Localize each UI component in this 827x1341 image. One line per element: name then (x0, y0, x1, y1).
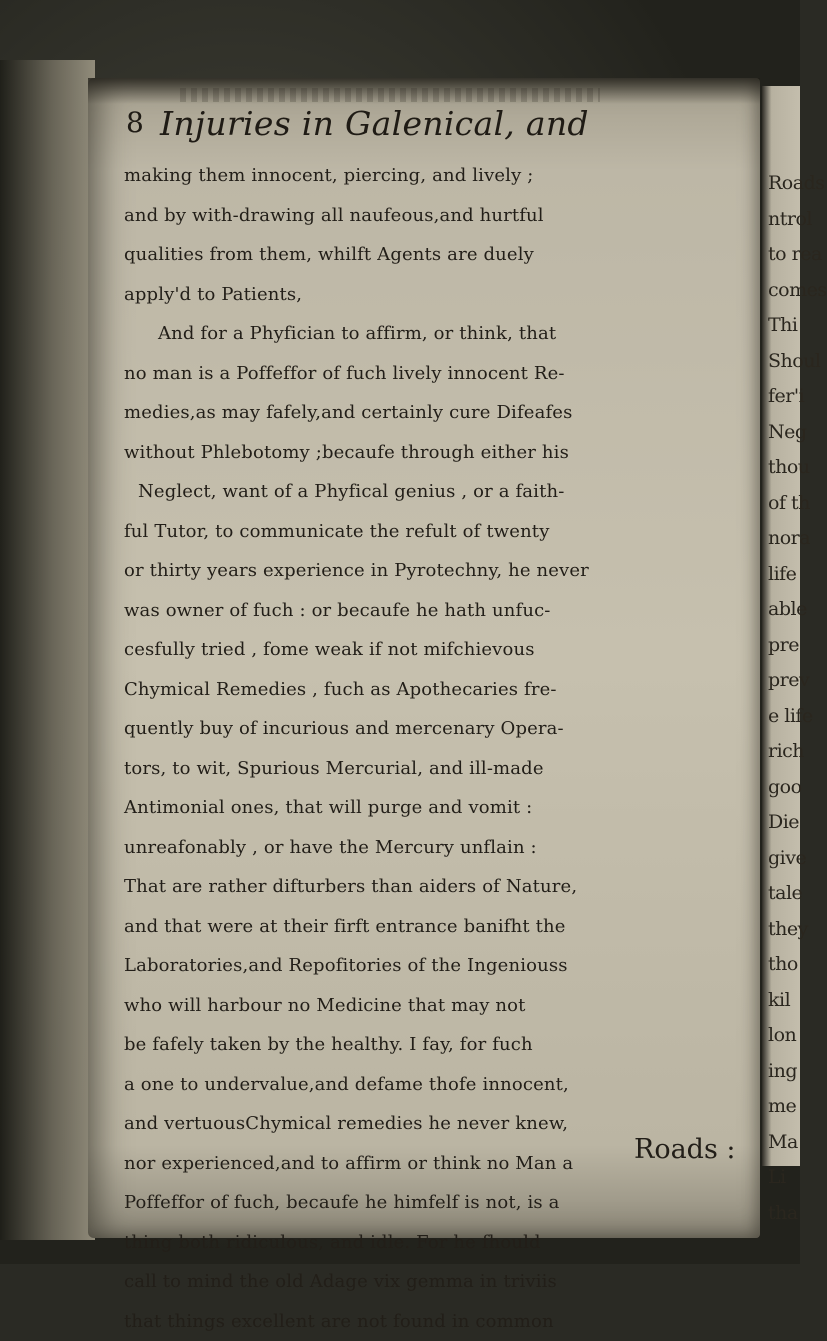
facing-page-fragment: e life (768, 707, 813, 726)
facing-page-fragment: prev (768, 671, 809, 690)
text-line: and that were at their firft entrance banifht the (124, 907, 760, 947)
text-line: Laboratories,and Repofitories of the Ingeniouss (124, 946, 760, 986)
facing-page-fragment: able (768, 600, 807, 619)
text-line: cesfully tried , fome weak if not mifchievous (124, 630, 760, 670)
text-line: was owner of fuch : or becaufe he hath unfuc- (124, 591, 760, 631)
text-line: ful Tutor, to communicate the refult of twenty (124, 512, 760, 552)
text-line: that things excellent are not found in common (124, 1302, 760, 1341)
text-line: unreafonably , or have the Mercury unflain : (124, 828, 760, 868)
text-line: That are rather difturbers than aiders of Nature, (124, 867, 760, 907)
text-line: Chymical Remedies , fuch as Apothecaries fre- (124, 670, 760, 710)
facing-page-fragment: give (768, 849, 806, 868)
facing-page-fragment: Li (768, 1168, 786, 1187)
text-line: qualities from them, whilft Agents are duely (124, 235, 760, 275)
facing-page-fragment: rich (768, 742, 804, 761)
text-line: call to mind the old Adage vix gemma in triviis (124, 1262, 760, 1302)
facing-page-fragment: Thi (768, 316, 798, 335)
text-line: and by with-drawing all naufeous,and hurtful (124, 196, 760, 236)
text-line: And for a Phyfician to affirm, or think, that (124, 314, 760, 354)
facing-page-fragment: Die (768, 813, 799, 832)
facing-page-fragment: of th (768, 494, 810, 513)
facing-page-fragment: Shoul (768, 352, 821, 371)
text-line: be fafely taken by the healthy. I fay, for fuch (124, 1025, 760, 1065)
text-line: without Phlebotomy ;becaufe through either his (124, 433, 760, 473)
facing-page-fragment: tale (768, 884, 802, 903)
facing-page-fragment: Roads (768, 174, 825, 193)
text-line: nor experienced,and to affirm or think no Man a (124, 1144, 760, 1184)
text-line: a one to undervalue,and defame thofe innocent, (124, 1065, 760, 1105)
left-page-edge (0, 60, 95, 1240)
facing-page-fragment: ntrol (768, 210, 812, 229)
decorative-band (180, 88, 600, 102)
facing-page-fragment: nora (768, 529, 810, 548)
facing-page-fragment: pre (768, 636, 799, 655)
text-line: making them innocent, piercing, and lively ; (124, 156, 760, 196)
text-line: thing both ridiculous, and idle. For he fhould (124, 1223, 760, 1263)
text-line: Antimonial ones, that will purge and vomit : (124, 788, 760, 828)
facing-page-fragment: kil (768, 991, 790, 1010)
text-line: Neglect, want of a Phyfical genius , or a faith- (124, 472, 760, 512)
catchword: Roads : (634, 1134, 736, 1165)
text-line: Poffeffor of fuch, becaufe he himfelf is not, is a (124, 1183, 760, 1223)
text-line: apply'd to Patients, (124, 275, 760, 315)
text-line: no man is a Poffeffor of fuch lively innocent Re- (124, 354, 760, 394)
text-line: quently buy of incurious and mercenary Opera- (124, 709, 760, 749)
facing-page-fragment: they (768, 920, 808, 939)
facing-page-fragment: me (768, 1097, 796, 1116)
facing-page-fragment: life (768, 565, 796, 584)
text-line: and vertuousChymical remedies he never knew, (124, 1104, 760, 1144)
page-header (126, 104, 746, 144)
facing-page-fragment: tha (768, 1204, 798, 1223)
facing-page-fragment: Neg (768, 423, 807, 442)
text-line: tors, to wit, Spurious Mercurial, and ill-made (124, 749, 760, 789)
text-line: or thirty years experience in Pyrotechny, he never (124, 551, 760, 591)
text-line: who will harbour no Medicine that may not (124, 986, 760, 1026)
page-number: 8 (126, 106, 144, 139)
facing-page-fragment: Ma (768, 1133, 798, 1152)
facing-page-fragment: lon (768, 1026, 796, 1045)
text-line: medies,as may fafely,and certainly cure Difeafes (124, 393, 760, 433)
facing-page-strip (762, 86, 800, 1166)
facing-page-fragment: goo (768, 778, 802, 797)
facing-page-fragment: thou (768, 458, 810, 477)
running-title: Injuries in Galenical, and (160, 104, 589, 143)
facing-page-fragment: ing (768, 1062, 797, 1081)
facing-page-fragment: comes (768, 281, 827, 300)
facing-page-fragment: tho (768, 955, 798, 974)
facing-page-fragment: to rea (768, 245, 822, 264)
facing-page-fragment: fer'i (768, 387, 804, 406)
